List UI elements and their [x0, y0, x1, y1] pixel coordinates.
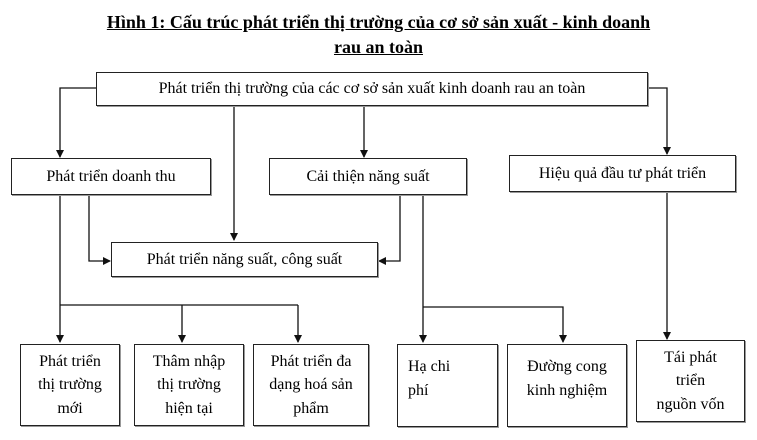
node-cost-reduction: [397, 344, 498, 427]
node-penetration-label: Thâm nhập thị trường hiện tại: [152, 353, 226, 417]
node-productivity-improve: [269, 158, 467, 195]
node-capital-label: Tái phát triển nguồn vốn: [656, 349, 725, 413]
node-capital: [636, 340, 745, 422]
node-diversify-label: Phát triển đa dạng hoá sản phẩm: [269, 353, 353, 417]
node-cost-reduction-label: Hạ chi phí: [408, 358, 451, 399]
arrow-productivity-capacity: [379, 195, 400, 261]
node-diversify: [253, 344, 369, 426]
node-revenue: [11, 158, 211, 195]
node-penetration: [134, 344, 244, 426]
figure-title-line1: Hình 1: Cấu trúc phát triển thị trường của cơ sở sản xuất - kinh doanh: [106, 12, 651, 32]
node-experience-curve: [507, 344, 627, 427]
node-capacity: [111, 242, 378, 277]
arrow-revenue-capacity: [89, 195, 110, 261]
node-root-label: Phát triển thị trường của các cơ sở sản xuất kinh doanh rau an toàn: [158, 80, 586, 98]
node-experience-curve-label: Đường cong kinh nghiệm: [526, 358, 608, 399]
node-new-market: [20, 344, 120, 426]
arrow-root-revenue: [60, 88, 96, 157]
node-root: [96, 72, 648, 106]
node-investment-label: Hiệu quả đầu tư phát triển: [538, 164, 707, 182]
node-new-market-label: Phát triển thị trường mới: [38, 353, 102, 417]
node-capacity-label: Phát triển năng suất, công suất: [146, 250, 343, 268]
node-revenue-label: Phát triển doanh thu: [46, 167, 176, 185]
arrow-experience-curve: [423, 307, 563, 342]
figure-title-line2: rau an toàn: [333, 37, 423, 57]
node-productivity-improve-label: Cải thiện năng suất: [306, 167, 430, 185]
arrow-root-investment: [648, 88, 667, 154]
node-investment: [509, 155, 736, 192]
